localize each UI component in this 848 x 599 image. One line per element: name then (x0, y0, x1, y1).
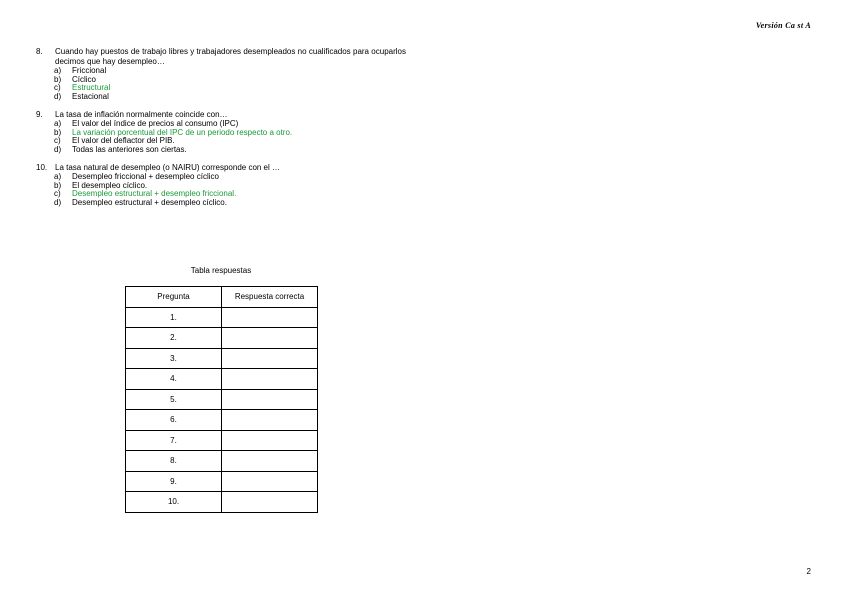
question-text: Cuando hay puestos de trabajo libres y trabajadores desempleados no cualificados para ocuparlos decimos que hay desempleo… (55, 47, 406, 66)
question-number-cell: 1. (126, 307, 222, 328)
question-text: La tasa de inflación normalmente coincide con… (55, 110, 228, 119)
question-number: 10. (36, 163, 48, 172)
answer-cell[interactable] (222, 451, 318, 472)
question-number-cell: 3. (126, 348, 222, 369)
option-b: b) Cíclico (54, 74, 97, 84)
option-a: a) Friccional (54, 66, 107, 75)
option-c: c) Desempleo estructural + desempleo friccional. (54, 189, 237, 198)
option-c: c) Estructural (54, 83, 111, 92)
option-d: d) Desempleo estructural + desempleo cíclico. (54, 197, 227, 207)
question-number-cell: 8. (126, 451, 222, 472)
option-list (36, 173, 406, 207)
option-d: d) Todas las anteriores son ciertas. (54, 144, 187, 154)
question-10 (36, 163, 406, 207)
answer-table (125, 286, 318, 513)
table-row (126, 430, 318, 451)
option-list (36, 120, 406, 154)
answer-cell[interactable] (222, 389, 318, 410)
table-row (126, 471, 318, 492)
option-c: c) El valor del deflactor del PIB. (54, 136, 175, 145)
answer-cell[interactable] (222, 348, 318, 369)
option-b: b) La variación porcentual del IPC de un periodo respecto a otro. (54, 127, 293, 137)
table-row (126, 307, 318, 328)
question-number-cell: 10. (126, 492, 222, 513)
question-number: 9. (36, 110, 43, 119)
question-number-cell: 7. (126, 430, 222, 451)
question-number-cell: 6. (126, 410, 222, 431)
question-list (36, 47, 406, 216)
option-list (36, 67, 406, 101)
answer-cell[interactable] (222, 369, 318, 390)
question-text: La tasa natural de desempleo (o NAIRU) corresponde con el … (55, 163, 281, 172)
table-row (126, 410, 318, 431)
table-row (126, 348, 318, 369)
table-row (126, 389, 318, 410)
question-number-cell: 5. (126, 389, 222, 410)
answer-cell[interactable] (222, 410, 318, 431)
table-row (126, 328, 318, 349)
option-b: b) El desempleo cíclico. (54, 180, 148, 190)
table-row (126, 369, 318, 390)
answer-cell[interactable] (222, 471, 318, 492)
answer-cell[interactable] (222, 492, 318, 513)
answer-cell[interactable] (222, 307, 318, 328)
column-header-answer: Respuesta correcta (222, 287, 318, 308)
question-8 (36, 47, 406, 101)
exam-version-label: Versión Ca st A (755, 21, 811, 30)
table-row (126, 492, 318, 513)
question-number-cell: 4. (126, 369, 222, 390)
question-9 (36, 110, 406, 154)
page-number: 2 (806, 567, 811, 576)
question-number-cell: 2. (126, 328, 222, 349)
answer-cell[interactable] (222, 430, 318, 451)
column-header-question: Pregunta (126, 287, 222, 308)
option-a: a) El valor del índice de precios al consumo (IPC) (54, 119, 239, 128)
question-number-cell: 9. (126, 471, 222, 492)
table-row (126, 451, 318, 472)
answer-cell[interactable] (222, 328, 318, 349)
question-number: 8. (36, 47, 43, 56)
option-d: d) Estacional (54, 91, 109, 101)
answer-table-title: Tabla respuestas (190, 266, 252, 275)
table-header-row (126, 287, 318, 308)
option-a: a) Desempleo friccional + desempleo cíclico (54, 172, 219, 181)
